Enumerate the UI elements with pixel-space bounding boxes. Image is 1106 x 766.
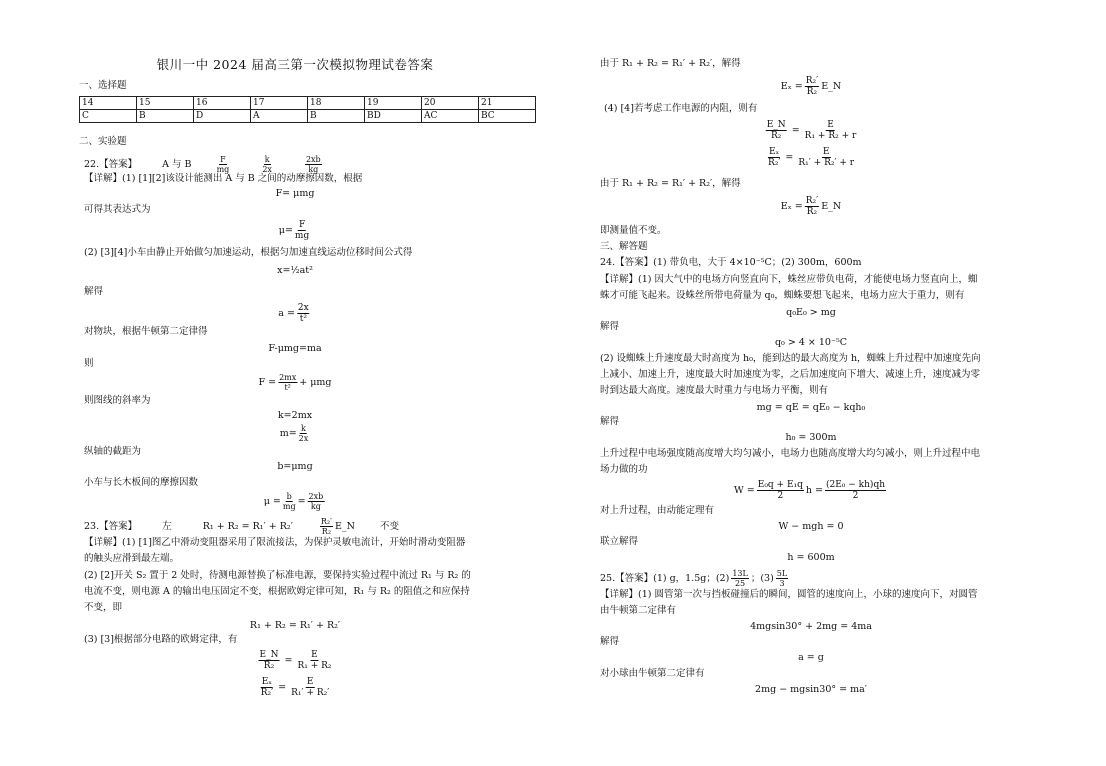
q24-equation: q₀E₀ > mg (786, 307, 836, 318)
q22-detail-line: 解得 (84, 286, 104, 297)
right-equation: Eₓ = $\frac{\text{R₂′}}{\text{R₂}}$ E_N (780, 196, 842, 217)
q22-equation: μ = $\frac{b}{mg}$ = $\frac{2xb}{kg}$ (263, 492, 324, 511)
q23-detail-line: 【详解】(1) [1]图乙中滑动变阻器采用了限流接法，为保护灵敏电流计，开始时滑动变阻器 (84, 537, 466, 548)
q22-equation: F-μmg=ma (268, 343, 322, 354)
right-detail-line: 由于 R₁ + R₂ = R₁′ + R₂′，解得 (600, 58, 741, 69)
table-cell: D (194, 110, 251, 123)
q22-fraction-2: $\frac{k}{2x}$ (262, 155, 272, 174)
q25-detail-line: 对小球由牛顿第二定律有 (600, 668, 705, 679)
table-cell: 14 (80, 97, 137, 110)
q23-answer-2: R₁ + R₂ = R₁′ + R₂′ (202, 521, 293, 532)
right-detail-line: 即测量值不变。 (600, 225, 667, 236)
table-cell: BC (479, 110, 536, 123)
table-cell: 18 (308, 97, 365, 110)
q22-equation: F= μmg (275, 188, 315, 199)
table-cell: 19 (365, 97, 422, 110)
q22-equation: x=½at² (277, 265, 313, 276)
q22-detail-line: 则 (84, 358, 94, 369)
q25-detail-line: 【详解】(1) 圆管第一次与挡板碰撞后的瞬间，圆管的速度向上，小球的速度向下，对圆管 (600, 589, 978, 600)
q22-detail-line: 纵轴的截距为 (84, 446, 142, 457)
table-cell: 21 (479, 97, 536, 110)
q24-detail-line: 上升过程中电场强度随高度增大均匀减小，电场力也随高度增大均匀减小，则上升过程中电 (600, 448, 981, 459)
q25-detail-line: 解得 (600, 636, 620, 647)
q24-detail-line: 上减小、加速上升，速度最大时加速度为零，之后加速度向下增大、减速上升，速度减为零 (600, 369, 981, 380)
q24-detail-line: 【详解】(1) 因大气中的电场方向竖直向下，蛛丝应带负电荷，才能使电场力竖直向上，蜘 (600, 274, 978, 285)
q23-detail-line: 不变，即 (84, 602, 123, 613)
table-cell: 20 (422, 97, 479, 110)
q23-answer-3: $\frac{\text{R₂′}}{\text{R₂}}$ E_N (320, 517, 355, 536)
table-cell: C (80, 110, 137, 123)
section-choice-heading: 一、选择题 (79, 80, 127, 91)
right-detail-line: 由于 R₁ + R₂ = R₁′ + R₂′，解得 (600, 178, 741, 189)
answer-table (79, 96, 536, 123)
q24-equation: W = $\frac{\text{E₀q + E₁q}}{2}$ h = $\frac{\text{(2E₀ − kh)qh}}{2}$ (734, 480, 885, 501)
q24-detail-line: 解得 (600, 416, 620, 427)
q25-equation: 4mgsin30° + 2mg = 4ma (750, 621, 872, 632)
q25-equation: a = g (798, 652, 824, 663)
table-header-row (80, 97, 536, 110)
q22-detail-line: 【详解】(1) [1][2]该设计能测出 A 与 B 之间的动摩擦因数，根据 (84, 173, 363, 184)
q24-detail-line: 对上升过程，由动能定理有 (600, 505, 715, 516)
q23-detail-line: (3) [3]根据部分电路的欧姆定律，有 (84, 634, 238, 645)
table-answer-row (80, 110, 536, 123)
q23-detail-line: 电流不变，则电源 A 的输出电压固定不变，根据欧姆定律可知，R₁ 与 R₂ 的阻值之和应保持 (84, 586, 470, 597)
q24-detail-line: 联立解得 (600, 536, 639, 547)
table-cell: 16 (194, 97, 251, 110)
right-equation: $\frac{\text{Eₓ}}{\text{R₂′}}$ = $\frac{E}{\text{R₁′ + R₂′ + r}}$ (767, 147, 855, 168)
q22-detail-line: (2) [3][4]小车由静止开始做匀加速运动，根据匀加速直线运动位移时间公式得 (84, 247, 413, 258)
q23-equation: $\frac{\text{Eₓ}}{\text{R₂′}}$ = $\frac{E}{\text{R₁′ + R₂′}}$ (260, 677, 330, 698)
table-cell: AC (422, 110, 479, 123)
q24-detail-line: 解得 (600, 321, 620, 332)
q22-equation: a = $\frac{2x}{\text{t²}}$ (278, 303, 309, 324)
q24-detail-line: (2) 设蜘蛛上升速度最大时高度为 h₀，能到达的最大高度为 h，蜘蛛上升过程中加速度先向 (600, 353, 981, 364)
q24-equation: W − mgh = 0 (778, 521, 844, 532)
q23-answer-4: 不变 (379, 521, 399, 532)
right-detail-line: (4) [4]若考虑工作电源的内阻，则有 (604, 103, 758, 114)
table-cell: B (308, 110, 365, 123)
table-cell: 15 (137, 97, 194, 110)
q24-detail-line: 时到达最大高度。速度最大时重力与电场力平衡，则有 (600, 385, 829, 396)
q25-detail-line: 由牛顿第二定律有 (600, 605, 677, 616)
q23-answer-1: 左 (162, 521, 172, 532)
q23-answer-line (84, 517, 399, 536)
q25-equation: 2mg − mgsin30° = ma′ (755, 684, 867, 695)
q24-detail-line: 场力做的功 (600, 464, 648, 475)
q22-answer-1: A 与 B (162, 159, 192, 170)
right-equation: $\frac{E\_N}{\text{R₂}}$ = $\frac{E}{\text{R₁ + R₂ + r}}$ (766, 120, 857, 141)
table-cell: BD (365, 110, 422, 123)
q23-head: 23.【答案】 (84, 521, 138, 532)
q23-equation: R₁ + R₂ = R₁′ + R₂′ (249, 620, 341, 631)
q24-equation: q₀ > 4 × 10⁻⁵C (774, 337, 848, 348)
section-solution-heading: 三、解答题 (600, 241, 648, 252)
q24-answer-line: 24.【答案】(1) 带负电，大于 4×10⁻⁵C；(2) 300m，600m (600, 257, 862, 268)
q24-equation: mg = qE = qE₀ − kqh₀ (756, 402, 866, 413)
q24-equation: h = 600m (787, 552, 835, 563)
q22-fraction-1: $\frac{F}{mg}$ (216, 155, 230, 174)
q24-detail-line: 蛛才可能飞起来。设蛛丝所带电荷量为 q₀，蜘蛛要想飞起来，电场力应大于重力，则有 (600, 290, 965, 301)
page-title: 银川一中 2024 届高三第一次模拟物理试卷答案 (156, 57, 434, 72)
q24-equation: h₀ = 300m (785, 432, 837, 443)
q22-fraction-3: $\frac{2xb}{kg}$ (305, 155, 321, 174)
table-cell: A (251, 110, 308, 123)
right-equation: Eₓ = $\frac{\text{R₂′}}{\text{R₂}}$ E_N (780, 76, 842, 97)
q22-equation: k=2mx (277, 410, 313, 421)
q22-equation: μ= $\frac{F}{mg}$ (278, 220, 310, 241)
q23-detail-line: (2) [2]开关 S₂ 置于 2 处时，待测电源替换了标准电源，要保持实验过程中流过 R₁ 与 R₂ 的 (84, 570, 471, 581)
section-experiment-heading: 二、实验题 (79, 136, 127, 147)
q22-equation: b=μmg (277, 461, 313, 472)
q22-detail-line: 则图线的斜率为 (84, 395, 151, 406)
q22-head: 22.【答案】 (84, 159, 138, 170)
q22-detail-line: 对物块，根据牛顿第二定律得 (84, 326, 208, 337)
q22-detail-line: 可得其表达式为 (84, 204, 151, 215)
q22-detail-line: 小车与长木板间的摩擦因数 (84, 477, 199, 488)
table-cell: B (137, 110, 194, 123)
q25-answer-line: 25.【答案】(1) g，1.5g；(2) $\frac{13L}{25}$ ；(3) $\frac{5L}{3}$ (600, 569, 788, 588)
q23-detail-line: 的触头应滑到最左端。 (84, 553, 180, 564)
table-cell: 17 (251, 97, 308, 110)
q23-equation: $\frac{E\_N}{\text{R₂}}$ = $\frac{E}{\text{R₁ + R₂}}$ (259, 650, 332, 671)
q22-answer-line (84, 155, 324, 174)
q22-equation: m= $\frac{k}{2x}$ (279, 424, 309, 443)
q22-equation: F = $\frac{2mx}{\text{t²}}$ + μmg (258, 373, 332, 392)
